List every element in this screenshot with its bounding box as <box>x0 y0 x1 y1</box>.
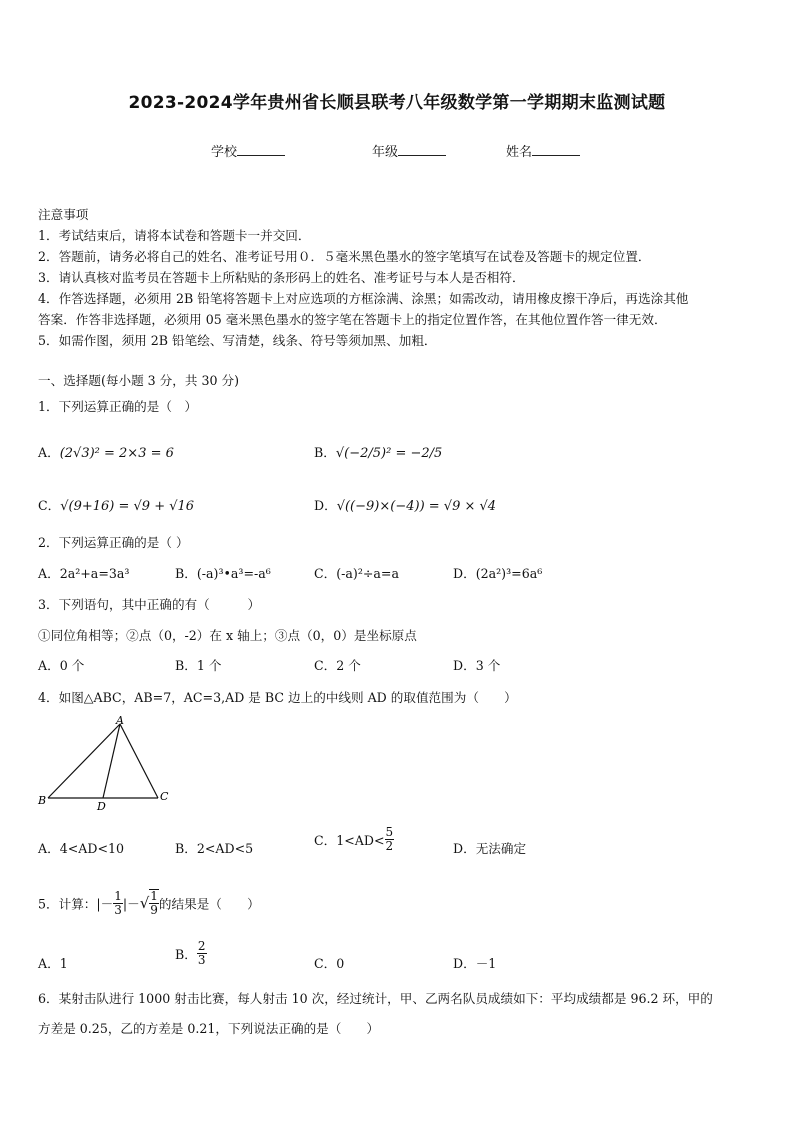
q1-option-d-expr: √((−9)×(−4)) = √9 × √4 <box>336 499 497 514</box>
option-label: B． <box>314 445 336 460</box>
notice-item: 2．答题前，请务必将自己的姓名、准考证号用０．５毫米黑色墨水的签字笔填写在试卷及答题卡的规定位置． <box>38 249 651 264</box>
q2-option-d: D．(2a²)³=6a⁶ <box>453 566 543 581</box>
school-label: 学校 <box>211 145 238 160</box>
side-ab <box>48 724 120 798</box>
denominator: 3 <box>197 953 206 967</box>
numerator: 2 <box>197 939 206 953</box>
notice-item: 1．考试结束后，请将本试卷和答题卡一并交回． <box>38 228 311 243</box>
question-1-stem: 1．下列运算正确的是（ ） <box>38 399 198 414</box>
name-label: 姓名 <box>506 145 533 160</box>
q1-option-c <box>38 495 194 514</box>
question-5-stem <box>38 889 260 917</box>
q2-option-c: C．(-a)²÷a=a <box>314 566 399 581</box>
option-label: D． <box>314 498 337 513</box>
stem-text: 5．计算：|－ <box>38 896 114 912</box>
notice-item: 3．请认真核对监考员在答题卡上所粘贴的条形码上的姓名、准考证号与本人是否相符． <box>38 270 525 285</box>
denominator: 3 <box>114 902 122 917</box>
radicand-fraction <box>149 889 159 917</box>
fraction <box>385 826 395 853</box>
q4-option-a: A．4<AD<10 <box>38 841 125 856</box>
vertex-a-label: A <box>116 714 124 727</box>
vertex-b-label: B <box>38 794 47 807</box>
q3-option-b: B．1 个 <box>175 658 222 673</box>
question-3-body: ①同位角相等；②点（0，-2）在 x 轴上；③点（0，0）是坐标原点 <box>38 628 417 643</box>
q1-option-a-expr: (2√3)² = 2×3 = 6 <box>59 446 174 461</box>
radical-icon: √ <box>139 894 150 912</box>
q5-option-c: C．0 <box>314 956 345 971</box>
notice-item: 4．作答选择题，必须用 2B 铅笔将答题卡上对应选项的方框涂满、涂黑；如需改动，请用橡皮擦干净后，再选涂其他 <box>38 291 689 306</box>
numerator: 1 <box>150 889 158 903</box>
grade-blank <box>398 143 446 156</box>
q5-option-b <box>175 940 207 967</box>
grade-label: 年级 <box>372 145 399 160</box>
point-d-label: D <box>97 800 106 810</box>
side-ac <box>120 724 158 798</box>
q5-option-d: D．－1 <box>453 956 497 971</box>
q2-option-a: A．2a²+a=3a³ <box>38 566 130 581</box>
question-6-line1: 6．某射击队进行 1000 射击比赛，每人射击 10 次，经过统计，甲、乙两名队员成绩如下：平均成绩都是 96.2 环，甲的 <box>38 991 713 1006</box>
option-label: A． <box>38 445 60 460</box>
q3-option-c: C．2 个 <box>314 658 361 673</box>
median-ad <box>103 724 120 798</box>
q1-option-d <box>314 495 496 514</box>
q1-option-b-expr: √(−2/5)² = −2/5 <box>335 446 443 461</box>
notice-item: 5．如需作图，须用 2B 铅笔绘、写清楚，线条、符号等须加黑、加粗． <box>38 333 437 348</box>
denominator: 9 <box>150 903 158 917</box>
q3-option-d: D．3 个 <box>453 658 501 673</box>
option-text: C．1<AD< <box>314 833 385 848</box>
numerator: 1 <box>114 888 122 903</box>
q1-option-b <box>314 442 442 461</box>
name-blank <box>532 143 580 156</box>
stem-text: |－ <box>122 896 140 912</box>
fraction <box>197 940 207 967</box>
section-heading: 一、选择题(每小题 3 分，共 30 分) <box>38 373 240 388</box>
vertex-c-label: C <box>160 790 169 803</box>
numerator: 5 <box>385 825 394 839</box>
q4-option-b: B．2<AD<5 <box>175 841 254 856</box>
question-4-stem: 4．如图△ABC，AB=7，AC=3,AD 是 BC 边上的中线则 AD 的取值范围为（ ） <box>38 690 517 705</box>
q4-option-c <box>314 826 394 853</box>
question-6-line2: 方差是 0.25，乙的方差是 0.21，下列说法正确的是（ ） <box>38 1021 380 1036</box>
denominator: 2 <box>385 839 394 853</box>
school-field <box>211 141 285 160</box>
notice-item: 答案．作答非选择题，必须用 05 毫米黑色墨水的签字笔在答题卡上的指定位置作答，在其他位置作答一律无效． <box>38 312 667 327</box>
page-title: 2023-2024学年贵州省长顺县联考八年级数学第一学期期末监测试题 <box>128 93 666 113</box>
stem-text: 的结果是（ ） <box>158 896 260 912</box>
school-blank <box>237 143 285 156</box>
q5-option-a: A．1 <box>38 956 68 971</box>
name-field <box>506 141 580 160</box>
option-text: B． <box>175 947 197 962</box>
q3-option-a: A．0 个 <box>38 658 85 673</box>
q1-option-c-expr: √(9+16) = √9 + √16 <box>60 499 195 514</box>
triangle-figure <box>36 714 176 810</box>
question-3-stem: 3．下列语句，其中正确的有（ ） <box>38 597 261 612</box>
q2-option-b: B．(-a)³•a³=-a⁶ <box>175 566 271 581</box>
q4-option-d: D．无法确定 <box>453 841 527 856</box>
fraction <box>113 890 123 917</box>
notice-heading: 注意事项 <box>38 207 89 222</box>
question-2-stem: 2．下列运算正确的是（ ） <box>38 535 189 550</box>
q1-option-a <box>38 442 174 461</box>
option-label: C． <box>38 498 61 513</box>
grade-field <box>372 141 446 160</box>
